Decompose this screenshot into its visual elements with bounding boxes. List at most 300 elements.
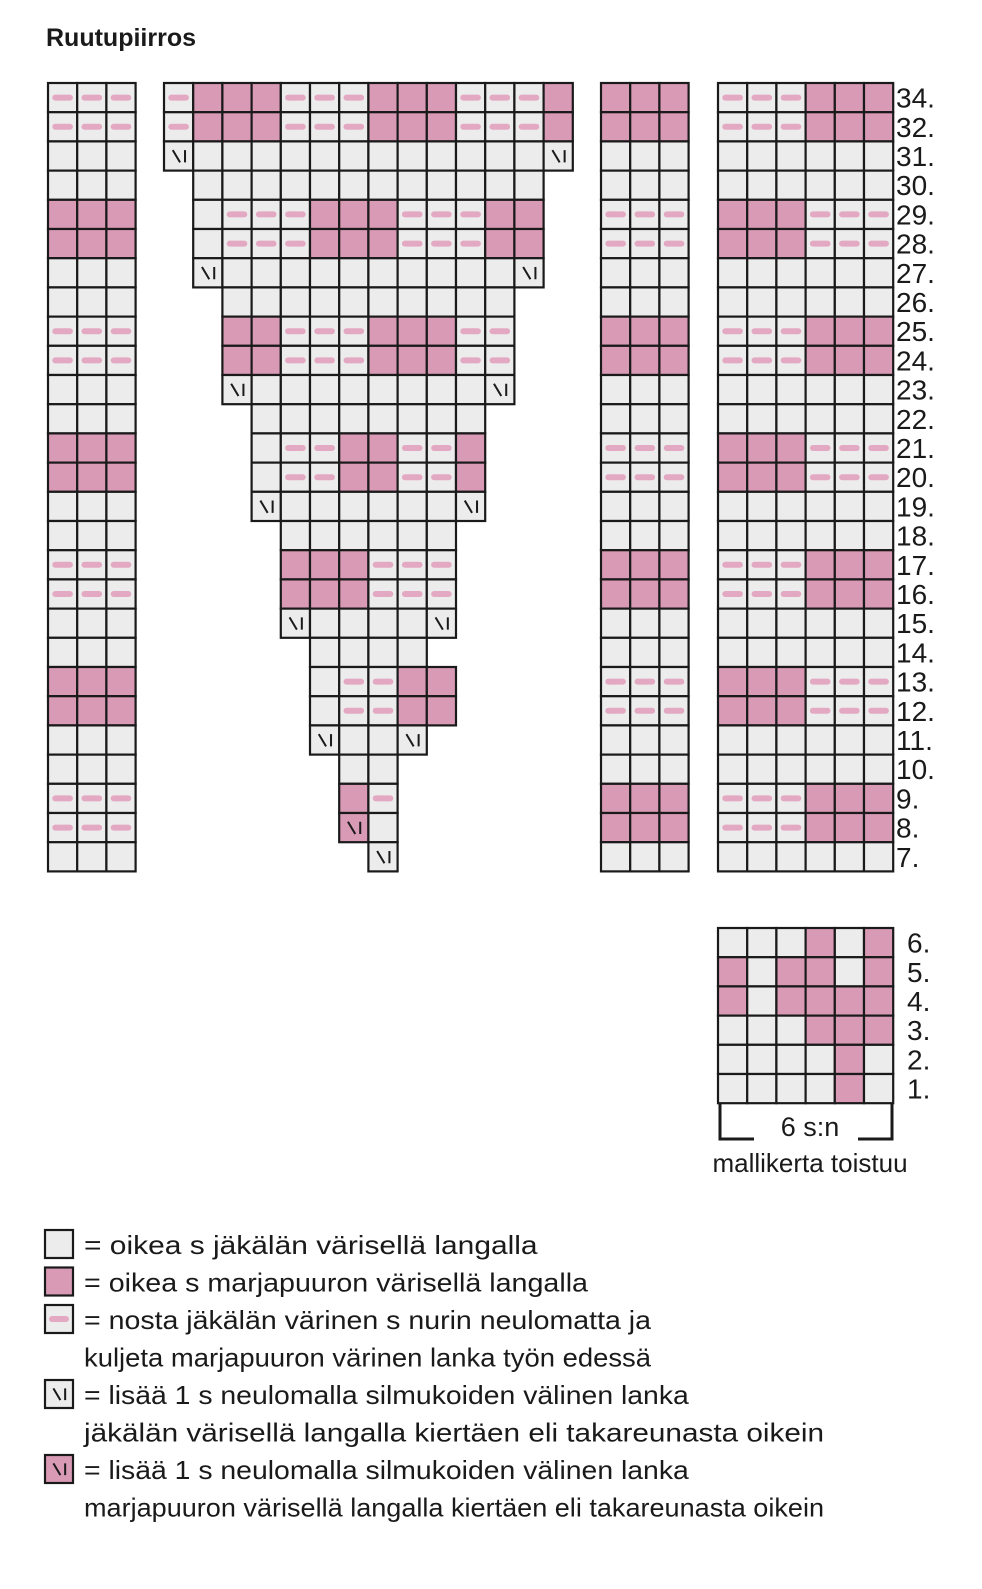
cell-square bbox=[456, 287, 485, 316]
triangle-cell bbox=[368, 375, 397, 404]
right-block-cell bbox=[864, 229, 893, 258]
right-block-cell bbox=[718, 755, 747, 784]
triangle-cell bbox=[310, 229, 339, 258]
left-strip-cell bbox=[48, 609, 77, 638]
right-block-cell bbox=[718, 784, 747, 813]
cell-square bbox=[864, 258, 893, 287]
left-strip-cell bbox=[77, 579, 106, 608]
triangle-cell bbox=[164, 141, 193, 170]
cell-square bbox=[864, 1045, 893, 1074]
right-block-cell bbox=[718, 492, 747, 521]
left-strip-cell bbox=[77, 229, 106, 258]
cell-square bbox=[659, 755, 688, 784]
cell-square bbox=[864, 112, 893, 141]
cell-square bbox=[659, 346, 688, 375]
cell-square bbox=[368, 287, 397, 316]
cell-square bbox=[835, 755, 864, 784]
cell-square bbox=[398, 609, 427, 638]
cell-square bbox=[864, 784, 893, 813]
repeat-block-cell bbox=[835, 1016, 864, 1045]
triangle-cell bbox=[281, 492, 310, 521]
repeat-block-cell bbox=[864, 1074, 893, 1103]
cell-square bbox=[601, 755, 630, 784]
cell-square bbox=[659, 404, 688, 433]
cell-square bbox=[339, 784, 368, 813]
legend-text: = nosta jäkälän värinen s nurin neulomatta ja bbox=[84, 1305, 652, 1335]
right-block-cell bbox=[776, 287, 805, 316]
legend-swatch bbox=[45, 1268, 73, 1296]
cell-square bbox=[864, 375, 893, 404]
repeat-block-cell bbox=[806, 1074, 835, 1103]
cell-square bbox=[718, 433, 747, 462]
triangle-cell bbox=[164, 83, 193, 112]
cell-square bbox=[718, 755, 747, 784]
triangle-cell bbox=[456, 375, 485, 404]
triangle-cell bbox=[339, 725, 368, 754]
middle-strip-cell bbox=[659, 258, 688, 287]
cell-square bbox=[310, 696, 339, 725]
cell-square bbox=[398, 492, 427, 521]
cell-square bbox=[806, 404, 835, 433]
right-block-cell bbox=[718, 229, 747, 258]
right-block-cell bbox=[718, 112, 747, 141]
triangle-cell bbox=[339, 609, 368, 638]
row-number-label: 5. bbox=[907, 956, 931, 988]
cell-square bbox=[368, 258, 397, 287]
triangle-cell bbox=[281, 375, 310, 404]
left-strip-cell bbox=[106, 229, 135, 258]
left-strip-cell bbox=[77, 112, 106, 141]
cell-square bbox=[252, 317, 281, 346]
repeat-block-cell bbox=[776, 1045, 805, 1074]
right-block-cell bbox=[835, 346, 864, 375]
triangle-cell bbox=[485, 112, 514, 141]
right-block-cell bbox=[718, 550, 747, 579]
right-block-cell bbox=[864, 609, 893, 638]
cell-square bbox=[601, 609, 630, 638]
cell-square bbox=[339, 579, 368, 608]
cell-square bbox=[456, 433, 485, 462]
cell-square bbox=[281, 579, 310, 608]
left-strip-cell bbox=[48, 755, 77, 784]
cell-square bbox=[835, 957, 864, 986]
triangle-cell bbox=[222, 112, 251, 141]
cell-square bbox=[718, 928, 747, 957]
cell-square bbox=[339, 287, 368, 316]
repeat-bracket bbox=[712, 1104, 907, 1178]
row-number-label: 31. bbox=[896, 141, 935, 172]
cell-square bbox=[718, 842, 747, 871]
cell-square bbox=[77, 521, 106, 550]
triangle-cell bbox=[339, 83, 368, 112]
cell-square bbox=[630, 579, 659, 608]
left-strip-cell bbox=[48, 200, 77, 229]
cell-square bbox=[747, 696, 776, 725]
cell-square bbox=[339, 463, 368, 492]
cell-square bbox=[485, 287, 514, 316]
cell-square bbox=[747, 171, 776, 200]
middle-strip-cell bbox=[659, 813, 688, 842]
cell-square bbox=[398, 112, 427, 141]
cell-square bbox=[630, 784, 659, 813]
triangle-cell bbox=[427, 83, 456, 112]
right-block-cell bbox=[776, 200, 805, 229]
triangle-cell bbox=[368, 433, 397, 462]
triangle-cell bbox=[456, 492, 485, 521]
cell-square bbox=[310, 579, 339, 608]
triangle-cell bbox=[398, 346, 427, 375]
cell-square bbox=[48, 433, 77, 462]
middle-strip-cell bbox=[630, 755, 659, 784]
right-block-cell bbox=[747, 141, 776, 170]
cell-square bbox=[456, 404, 485, 433]
legend-swatch bbox=[45, 1455, 73, 1483]
cell-square bbox=[222, 141, 251, 170]
cell-square bbox=[835, 784, 864, 813]
repeat-block-cell bbox=[776, 986, 805, 1015]
triangle-cell bbox=[398, 433, 427, 462]
cell-square bbox=[252, 404, 281, 433]
middle-strip-cell bbox=[659, 784, 688, 813]
repeat-block-cell bbox=[864, 928, 893, 957]
cell-square bbox=[368, 171, 397, 200]
cell-square bbox=[864, 492, 893, 521]
cell-square bbox=[806, 171, 835, 200]
triangle-cell bbox=[427, 112, 456, 141]
right-block-cell bbox=[864, 784, 893, 813]
cell-square bbox=[368, 609, 397, 638]
triangle-cell bbox=[310, 609, 339, 638]
triangle-cell bbox=[310, 346, 339, 375]
right-block-cell bbox=[864, 83, 893, 112]
repeat-block-cell bbox=[718, 1016, 747, 1045]
right-block-cell bbox=[718, 463, 747, 492]
repeat-block-cell bbox=[776, 957, 805, 986]
cell-square bbox=[48, 696, 77, 725]
cell-square bbox=[718, 171, 747, 200]
cell-square bbox=[630, 550, 659, 579]
triangle-cell bbox=[252, 404, 281, 433]
right-block-cell bbox=[835, 609, 864, 638]
triangle-grid bbox=[164, 83, 573, 871]
right-block-cell bbox=[864, 579, 893, 608]
cell-square bbox=[659, 317, 688, 346]
repeat-block-cell bbox=[718, 957, 747, 986]
cell-square bbox=[747, 287, 776, 316]
cell-square bbox=[835, 638, 864, 667]
cell-square bbox=[456, 492, 485, 521]
triangle-cell bbox=[310, 287, 339, 316]
triangle-cell bbox=[339, 200, 368, 229]
triangle-cell bbox=[427, 492, 456, 521]
middle-strip-cell bbox=[659, 287, 688, 316]
cell-square bbox=[835, 928, 864, 957]
middle-strip-cell bbox=[630, 171, 659, 200]
triangle-cell bbox=[485, 200, 514, 229]
cell-square bbox=[48, 521, 77, 550]
row-number-label: 27. bbox=[896, 257, 935, 289]
cell-square bbox=[630, 375, 659, 404]
cell-square bbox=[747, 957, 776, 986]
triangle-cell bbox=[339, 287, 368, 316]
triangle-cell bbox=[281, 433, 310, 462]
right-block-cell bbox=[864, 521, 893, 550]
cell-square bbox=[398, 375, 427, 404]
right-block-cell bbox=[747, 521, 776, 550]
triangle-cell bbox=[281, 346, 310, 375]
row-number-label: 7. bbox=[896, 841, 920, 873]
cell-square bbox=[806, 112, 835, 141]
triangle-cell bbox=[339, 579, 368, 608]
cell-square bbox=[368, 200, 397, 229]
cell-square bbox=[456, 171, 485, 200]
cell-square bbox=[718, 1074, 747, 1103]
repeat-block-cell bbox=[747, 1074, 776, 1103]
right-block-cell bbox=[718, 171, 747, 200]
legend-text: = lisää 1 s neulomalla silmukoiden välinen lanka bbox=[84, 1380, 690, 1410]
middle-strip-cell bbox=[659, 112, 688, 141]
right-block-cell bbox=[776, 521, 805, 550]
cell-square bbox=[659, 813, 688, 842]
triangle-cell bbox=[514, 112, 543, 141]
row-number-label: 21. bbox=[896, 433, 935, 464]
middle-strip-cell bbox=[659, 83, 688, 112]
cell-square bbox=[659, 609, 688, 638]
cell-square bbox=[48, 492, 77, 521]
left-strip-cell bbox=[106, 375, 135, 404]
cell-square bbox=[747, 725, 776, 754]
right-block-cell bbox=[776, 667, 805, 696]
cell-square bbox=[835, 112, 864, 141]
triangle-cell bbox=[222, 141, 251, 170]
cell-square bbox=[427, 346, 456, 375]
cell-square bbox=[368, 638, 397, 667]
right-block-cell bbox=[835, 433, 864, 462]
right-block-cell bbox=[864, 433, 893, 462]
left-strip-cell bbox=[48, 287, 77, 316]
cell-square bbox=[106, 463, 135, 492]
cell-square bbox=[630, 287, 659, 316]
cell-square bbox=[776, 1045, 805, 1074]
right-block-cell bbox=[776, 258, 805, 287]
repeat-block-cell bbox=[835, 957, 864, 986]
right-block-cell bbox=[718, 258, 747, 287]
cell-square bbox=[776, 609, 805, 638]
cell-square bbox=[864, 287, 893, 316]
triangle-cell bbox=[339, 404, 368, 433]
cell-square bbox=[776, 171, 805, 200]
triangle-cell bbox=[485, 287, 514, 316]
right-block-cell bbox=[835, 112, 864, 141]
cell-square bbox=[864, 171, 893, 200]
cell-square bbox=[310, 638, 339, 667]
cell-square bbox=[48, 404, 77, 433]
cell-square bbox=[48, 229, 77, 258]
repeat-block-cell bbox=[864, 1016, 893, 1045]
cell-square bbox=[776, 957, 805, 986]
triangle-cell bbox=[368, 609, 397, 638]
cell-square bbox=[514, 229, 543, 258]
cell-square bbox=[806, 609, 835, 638]
cell-square bbox=[106, 638, 135, 667]
cell-square bbox=[718, 638, 747, 667]
left-strip-cell bbox=[106, 725, 135, 754]
cell-square bbox=[747, 521, 776, 550]
cell-square bbox=[514, 200, 543, 229]
cell-square bbox=[718, 696, 747, 725]
cell-square bbox=[48, 842, 77, 871]
middle-strip-cell bbox=[630, 83, 659, 112]
left-strip-cell bbox=[77, 842, 106, 871]
row-number-label: 6. bbox=[907, 927, 931, 959]
right-block-cell bbox=[835, 784, 864, 813]
cell-square bbox=[427, 141, 456, 170]
cell-square bbox=[718, 258, 747, 287]
cell-square bbox=[222, 287, 251, 316]
triangle-cell bbox=[310, 696, 339, 725]
middle-strip-cell bbox=[601, 112, 630, 141]
triangle-cell bbox=[281, 404, 310, 433]
cell-square bbox=[864, 755, 893, 784]
cell-square bbox=[630, 725, 659, 754]
left-strip-cell bbox=[48, 579, 77, 608]
triangle-cell bbox=[456, 287, 485, 316]
triangle-cell bbox=[427, 521, 456, 550]
cell-square bbox=[718, 986, 747, 1015]
middle-strip-cell bbox=[659, 200, 688, 229]
triangle-cell bbox=[252, 463, 281, 492]
left-strip-cell bbox=[48, 112, 77, 141]
left-strip-cell bbox=[106, 784, 135, 813]
triangle-cell bbox=[368, 667, 397, 696]
cell-square bbox=[427, 375, 456, 404]
triangle-cell bbox=[368, 200, 397, 229]
right-block-cell bbox=[835, 317, 864, 346]
right-block-cell bbox=[864, 667, 893, 696]
row-number-label: 19. bbox=[896, 491, 935, 523]
left-strip-cell bbox=[48, 346, 77, 375]
repeat-block-cell bbox=[776, 1074, 805, 1103]
middle-strip-cell bbox=[630, 492, 659, 521]
left-strip-cell bbox=[48, 433, 77, 462]
right-block-cell bbox=[718, 287, 747, 316]
cell-square bbox=[747, 492, 776, 521]
cell-square bbox=[77, 229, 106, 258]
row-number-label: 20. bbox=[896, 462, 935, 494]
cell-square bbox=[77, 492, 106, 521]
right-block-cell bbox=[835, 550, 864, 579]
left-strip-cell bbox=[48, 83, 77, 112]
cell-square bbox=[747, 1016, 776, 1045]
repeat-block-cell bbox=[835, 1074, 864, 1103]
cell-square bbox=[630, 317, 659, 346]
cell-square bbox=[776, 667, 805, 696]
row-number-label: 4. bbox=[907, 986, 931, 1017]
cell-square bbox=[806, 1016, 835, 1045]
cell-square bbox=[48, 725, 77, 754]
right-block-cell bbox=[806, 433, 835, 462]
legend-text: jäkälän värisellä langalla kiertäen eli takareunasta oikein bbox=[82, 1417, 825, 1448]
triangle-cell bbox=[398, 229, 427, 258]
triangle-cell bbox=[368, 813, 397, 842]
repeat-block-cell bbox=[806, 928, 835, 957]
cell-square bbox=[310, 667, 339, 696]
cell-square bbox=[252, 375, 281, 404]
right-block-cell bbox=[806, 492, 835, 521]
cell-square bbox=[77, 433, 106, 462]
right-block-cell bbox=[776, 579, 805, 608]
triangle-cell bbox=[193, 141, 222, 170]
triangle-cell bbox=[485, 258, 514, 287]
row-number-label: 34. bbox=[896, 82, 935, 114]
cell-square bbox=[222, 346, 251, 375]
triangle-cell bbox=[456, 112, 485, 141]
right-block-cell bbox=[835, 579, 864, 608]
cell-square bbox=[747, 755, 776, 784]
triangle-cell bbox=[398, 579, 427, 608]
triangle-cell bbox=[398, 492, 427, 521]
repeat-block-cell bbox=[806, 1045, 835, 1074]
right-block-cell bbox=[835, 638, 864, 667]
left-strip-cell bbox=[106, 83, 135, 112]
cell-square bbox=[835, 1016, 864, 1045]
right-block-cell bbox=[747, 550, 776, 579]
right-block-grid bbox=[718, 83, 893, 871]
cell-square bbox=[368, 755, 397, 784]
right-block-cell bbox=[747, 317, 776, 346]
cell-square bbox=[747, 433, 776, 462]
cell-square bbox=[106, 287, 135, 316]
cell-square bbox=[485, 229, 514, 258]
right-block-cell bbox=[747, 813, 776, 842]
cell-square bbox=[77, 463, 106, 492]
right-block-cell bbox=[864, 696, 893, 725]
triangle-cell bbox=[281, 258, 310, 287]
right-block-cell bbox=[806, 317, 835, 346]
cell-square bbox=[835, 492, 864, 521]
cell-square bbox=[659, 112, 688, 141]
right-block-cell bbox=[806, 550, 835, 579]
right-block-cell bbox=[864, 200, 893, 229]
cell-square bbox=[485, 171, 514, 200]
cell-square bbox=[806, 1074, 835, 1103]
right-block-cell bbox=[776, 492, 805, 521]
cell-square bbox=[310, 492, 339, 521]
cell-square bbox=[864, 813, 893, 842]
cell-square bbox=[77, 171, 106, 200]
cell-square bbox=[544, 83, 573, 112]
right-block-cell bbox=[776, 842, 805, 871]
cell-square bbox=[106, 200, 135, 229]
cell-square bbox=[864, 842, 893, 871]
right-block-cell bbox=[835, 258, 864, 287]
right-block-cell bbox=[806, 287, 835, 316]
middle-strip-cell bbox=[630, 463, 659, 492]
left-strip-cell bbox=[48, 375, 77, 404]
cell-square bbox=[835, 171, 864, 200]
cell-square bbox=[864, 579, 893, 608]
right-block-cell bbox=[776, 375, 805, 404]
left-strip-cell bbox=[48, 667, 77, 696]
cell-square bbox=[601, 258, 630, 287]
right-block-cell bbox=[864, 842, 893, 871]
cell-square bbox=[718, 200, 747, 229]
row-labels-upper bbox=[896, 83, 935, 873]
triangle-cell bbox=[281, 112, 310, 141]
cell-square bbox=[427, 83, 456, 112]
middle-strip-cell bbox=[630, 813, 659, 842]
cell-square bbox=[747, 258, 776, 287]
